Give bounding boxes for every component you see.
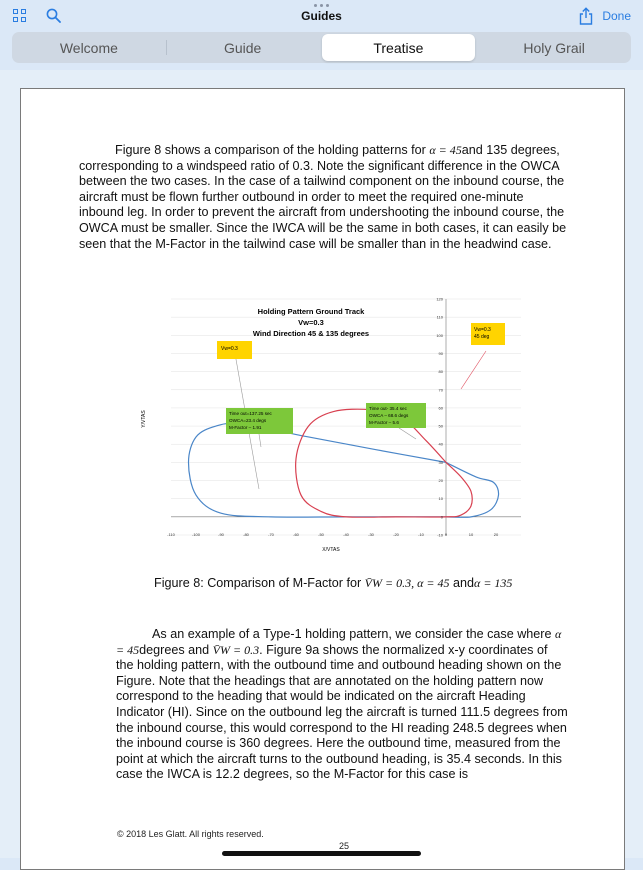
paragraph-figure8: Figure 8 shows a comparison of the holding patterns for α = 45and 135 degrees, corresponding to a windspeed ratio of 0.3. Note the significant difference in the OWCA between the two cases. In the case of a tailwind component on the inbound course, the aircraft must be flown further outbound in order to meet the required one-minute inbound leg. In order to prevent the aircraft from undershooting the inbound course, the OWCA must be smaller. Since the IWCA will be the same in both cases, it can easily be seen that the M-Factor in the tailwind case will be smaller than in the headwind case. (79, 143, 567, 251)
y-tick-label: 60 (438, 405, 443, 411)
annotation-vw-right-line1: Vw=0.3 (474, 327, 491, 333)
page-number: 25 (339, 841, 350, 851)
document-page (20, 88, 625, 870)
y-tick-label: 90 (438, 350, 443, 356)
x-axis-label: X/VTAS (322, 547, 340, 553)
x-tick-label: -80 (243, 531, 249, 537)
annotation-result-center-line1: Time out- 35.4 sec (369, 406, 407, 411)
y-tick-label: 20 (438, 478, 443, 484)
y-axis-label: Y/VTAS (141, 410, 147, 428)
annotation-result-center-line2: OWCA – 68.6 degs (369, 413, 409, 418)
y-tick-label: 30 (438, 459, 443, 465)
holding-pattern-chart (131, 279, 531, 564)
x-tick-label: -60 (293, 531, 299, 537)
annotation-vw-right-line2: 45 deg (474, 334, 490, 340)
annotation-result-center-line3: M-Factor – 5.6 (369, 420, 399, 425)
y-tick-label: 120 (436, 296, 443, 302)
done-button[interactable]: Done (602, 9, 631, 23)
share-icon[interactable] (578, 7, 594, 25)
x-tick-label: -90 (218, 531, 224, 537)
x-tick-label: -20 (393, 531, 399, 537)
y-tick-label: 110 (436, 314, 443, 320)
x-tick-label: 0 (444, 531, 448, 537)
chart-subtitle-2: Wind Direction 45 & 135 degrees (252, 329, 370, 338)
tab-welcome[interactable]: Welcome (59, 39, 118, 56)
x-tick-label: -110 (167, 531, 175, 537)
top-bar (0, 0, 643, 30)
annotation-result-left-line3: M-Factor – 1.91 (229, 425, 262, 430)
x-tick-label: -30 (368, 531, 374, 537)
y-tick-label: 70 (438, 387, 443, 393)
app-title: Guides (301, 9, 342, 23)
y-tick-label: -10 (437, 532, 443, 538)
y-tick-label: 40 (438, 441, 443, 447)
y-tick-label: 80 (438, 369, 443, 375)
y-tick-label: 10 (438, 496, 443, 502)
home-indicator[interactable] (222, 851, 421, 856)
copyright-footer: © 2018 Les Glatt. All rights reserved. (117, 829, 264, 839)
annotation-result-left-line2: OWCA=23.4 degs (229, 418, 267, 423)
segmented-tabs (12, 32, 631, 63)
x-tick-label: -40 (343, 531, 349, 537)
document-viewer[interactable] (0, 70, 643, 858)
x-tick-label: -50 (318, 531, 324, 537)
window-grabber[interactable] (314, 4, 330, 8)
chart-title: Holding Pattern Ground Track (257, 307, 365, 316)
tab-guide[interactable]: Guide (166, 32, 320, 63)
figure-caption: Figure 8: Comparison of M-Factor for V̄W = 0.3, α = 45 andα = 135 (154, 576, 513, 590)
x-tick-label: -70 (268, 531, 274, 537)
x-tick-label: -100 (191, 531, 201, 537)
x-tick-label: 20 (493, 531, 499, 537)
chart-subtitle-1: Vw=0.3 (298, 318, 324, 327)
x-tick-label: -10 (418, 531, 424, 537)
paragraph-type1-example: As an example of a Type-1 holding pattern, we consider the case where α = 45degrees and V̄W = 0.3. Figure 9a shows the normalized x-y coordinates of the holding pattern, with the outbound time and outbound heading shown on the Figure. Note that the headings that are annotated on the holding pattern now correspond to the heading that would be indicated on the aircraft Heading Indicator (HI). Since on the outbound leg the aircraft is turned 111.5 degrees from the inbound course, this would correspond to the HI reading 248.5 degrees when the inbound course is 360 degrees. Here the outbound time, measured from the point at which the aircraft turns to the outbound heading, is 35.4 seconds. In this case the IWCA is 12.2 degrees, so the M-Factor for this case is (116, 627, 568, 782)
y-tick-label: 50 (438, 423, 443, 429)
tab-holy-grail[interactable]: Holy Grail (523, 39, 585, 56)
annotation-vw-left-line1: Vw=0.3 (221, 346, 238, 352)
annotation-result-left-line1: Time out=137.25 sec (229, 411, 272, 416)
y-tick-label: 0 (440, 514, 443, 520)
x-tick-label: 10 (468, 531, 474, 537)
tab-treatise[interactable]: Treatise (322, 34, 476, 61)
y-tick-label: 100 (436, 332, 443, 338)
